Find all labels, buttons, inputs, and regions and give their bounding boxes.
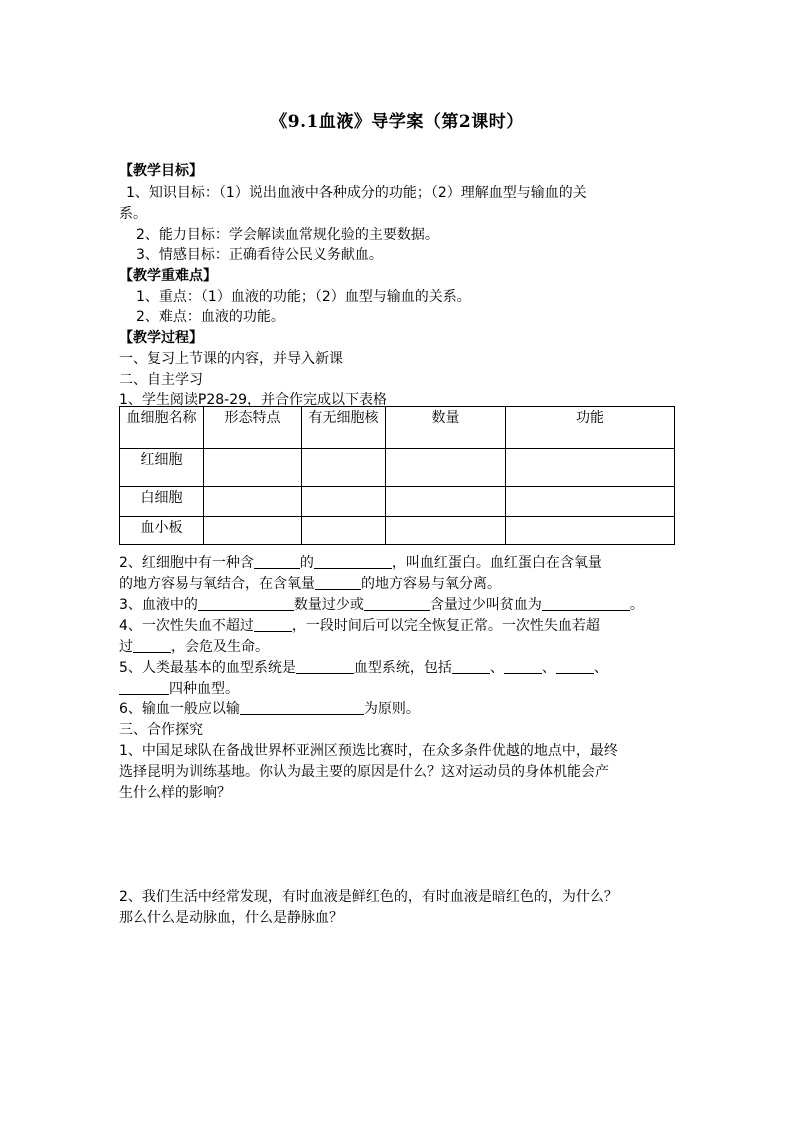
header-cell: 有无细胞核 <box>302 407 386 449</box>
section-2: 二、自主学习 <box>119 372 203 388</box>
goal-2: 2、能力目标：学会解读血常规化验的主要数据。 <box>136 227 439 243</box>
key-point-2: 2、难点：血液的功能。 <box>136 309 285 325</box>
blank-cell[interactable] <box>386 487 506 517</box>
blank-line[interactable] <box>314 554 392 569</box>
key-points-heading: 【教学重难点】 <box>119 268 217 284</box>
q2-text: 的地方容易与氧结合，在含氧量 <box>119 576 315 592</box>
q5-separator: 、 <box>489 660 504 676</box>
goal-1-line-1: 1、知识目标：（1）说出血液中各种成分的功能；（2）理解血型与输血的关 <box>126 185 587 201</box>
header-cell: 血细胞名称 <box>120 407 204 449</box>
blank-line[interactable] <box>452 659 490 674</box>
explore-q2-line-1: 2、我们生活中经常发现，有时血液是鲜红色的，有时血液是暗红色的，为什么？ <box>119 889 618 905</box>
q5-text: 四种血型。 <box>169 681 239 697</box>
q3-text: 含量过少叫贫血为 <box>429 597 542 613</box>
blank-cell[interactable] <box>302 487 386 517</box>
header-cell: 形态特点 <box>204 407 302 449</box>
q4-text: ，一段时间后可以完全恢复正常。一次性失血若超 <box>291 618 600 634</box>
explore-q2-line-2: 那么什么是动脉血，什么是静脉血？ <box>119 910 343 926</box>
question-2-line-1 <box>119 552 602 572</box>
blank-line[interactable] <box>240 700 364 715</box>
goal-3: 3、情感目标：正确看待公民义务献血。 <box>136 247 383 263</box>
blank-cell[interactable] <box>506 449 675 487</box>
table-row <box>120 449 675 487</box>
goal-1-line-2: 系。 <box>119 206 147 222</box>
table-row <box>120 487 675 517</box>
process-heading: 【教学过程】 <box>119 330 203 346</box>
q5-text: 5、人类最基本的血型系统是 <box>119 660 296 676</box>
question-3 <box>119 594 644 614</box>
blank-cell[interactable] <box>506 517 675 545</box>
q3-text: 数量过少或 <box>293 597 364 613</box>
blank-cell[interactable] <box>386 517 506 545</box>
table-intro: 1、学生阅读P28-29，并合作完成以下表格 <box>119 392 388 408</box>
blank-cell[interactable] <box>302 449 386 487</box>
blank-line[interactable] <box>542 596 630 611</box>
q3-text: 。 <box>629 597 644 613</box>
question-2-line-2 <box>119 573 501 593</box>
page-title: 《9.1血液》导学案（第2课时） <box>270 112 524 132</box>
blank-cell[interactable] <box>204 517 302 545</box>
table-header-row <box>120 407 675 449</box>
blank-line[interactable] <box>198 596 294 611</box>
question-4-line-1 <box>119 615 600 635</box>
q4-text: ，会危及生命。 <box>171 639 269 655</box>
header-cell: 功能 <box>506 407 675 449</box>
row-label: 红细胞 <box>120 449 204 487</box>
q2-text: ，叫血红蛋白。血红蛋白在含氧量 <box>391 555 602 571</box>
blank-line[interactable] <box>254 617 292 632</box>
question-4-line-2 <box>119 636 269 656</box>
q6-text: 6、输血一般应以输 <box>119 701 240 717</box>
blank-line[interactable] <box>296 659 354 674</box>
explore-q1-line-1: 1、中国足球队在备战世界杯亚洲区预选比赛时，在众多条件优越的地点中，最终 <box>119 743 618 759</box>
explore-q1-line-3: 生什么样的影响？ <box>119 785 231 801</box>
question-6 <box>119 698 420 718</box>
blank-line[interactable] <box>133 638 171 653</box>
blank-line[interactable] <box>119 680 169 695</box>
blank-cell[interactable] <box>204 449 302 487</box>
blank-line[interactable] <box>556 659 594 674</box>
blank-cell[interactable] <box>204 487 302 517</box>
q6-text: 为原则。 <box>363 701 420 717</box>
blank-cell[interactable] <box>506 487 675 517</box>
q5-text: 血型系统，包括 <box>353 660 452 676</box>
q3-text: 3、血液中的 <box>119 597 198 613</box>
explore-heading: 三、合作探究 <box>119 722 203 738</box>
blank-line[interactable] <box>315 575 361 590</box>
q4-text: 过 <box>119 639 133 655</box>
question-5-line-1 <box>119 657 608 677</box>
q2-text: 的地方容易与氧分离。 <box>361 576 501 592</box>
blank-line[interactable] <box>504 659 542 674</box>
q4-text: 4、一次性失血不超过 <box>119 618 254 634</box>
question-5-line-2 <box>119 678 239 698</box>
blank-line[interactable] <box>364 596 430 611</box>
table-row <box>120 517 675 545</box>
row-label: 白细胞 <box>120 487 204 517</box>
explore-q1-line-2: 选择昆明为训练基地。你认为最主要的原因是什么？这对运动员的身体机能会产 <box>119 764 609 780</box>
header-cell: 数量 <box>386 407 506 449</box>
blank-cell[interactable] <box>302 517 386 545</box>
q5-separator: 、 <box>541 660 556 676</box>
blank-line[interactable] <box>254 554 300 569</box>
section-1: 一、复习上节课的内容，并导入新课 <box>119 351 343 367</box>
goals-heading: 【教学目标】 <box>119 163 203 179</box>
q5-separator: 、 <box>593 660 608 676</box>
row-label: 血小板 <box>120 517 204 545</box>
key-point-1: 1、重点：（1）血液的功能；（2）血型与输血的关系。 <box>136 289 471 305</box>
blank-cell[interactable] <box>386 449 506 487</box>
q2-text: 的 <box>299 555 314 571</box>
q2-text: 2、红细胞中有一种含 <box>119 555 254 571</box>
blood-cell-table <box>119 406 675 545</box>
